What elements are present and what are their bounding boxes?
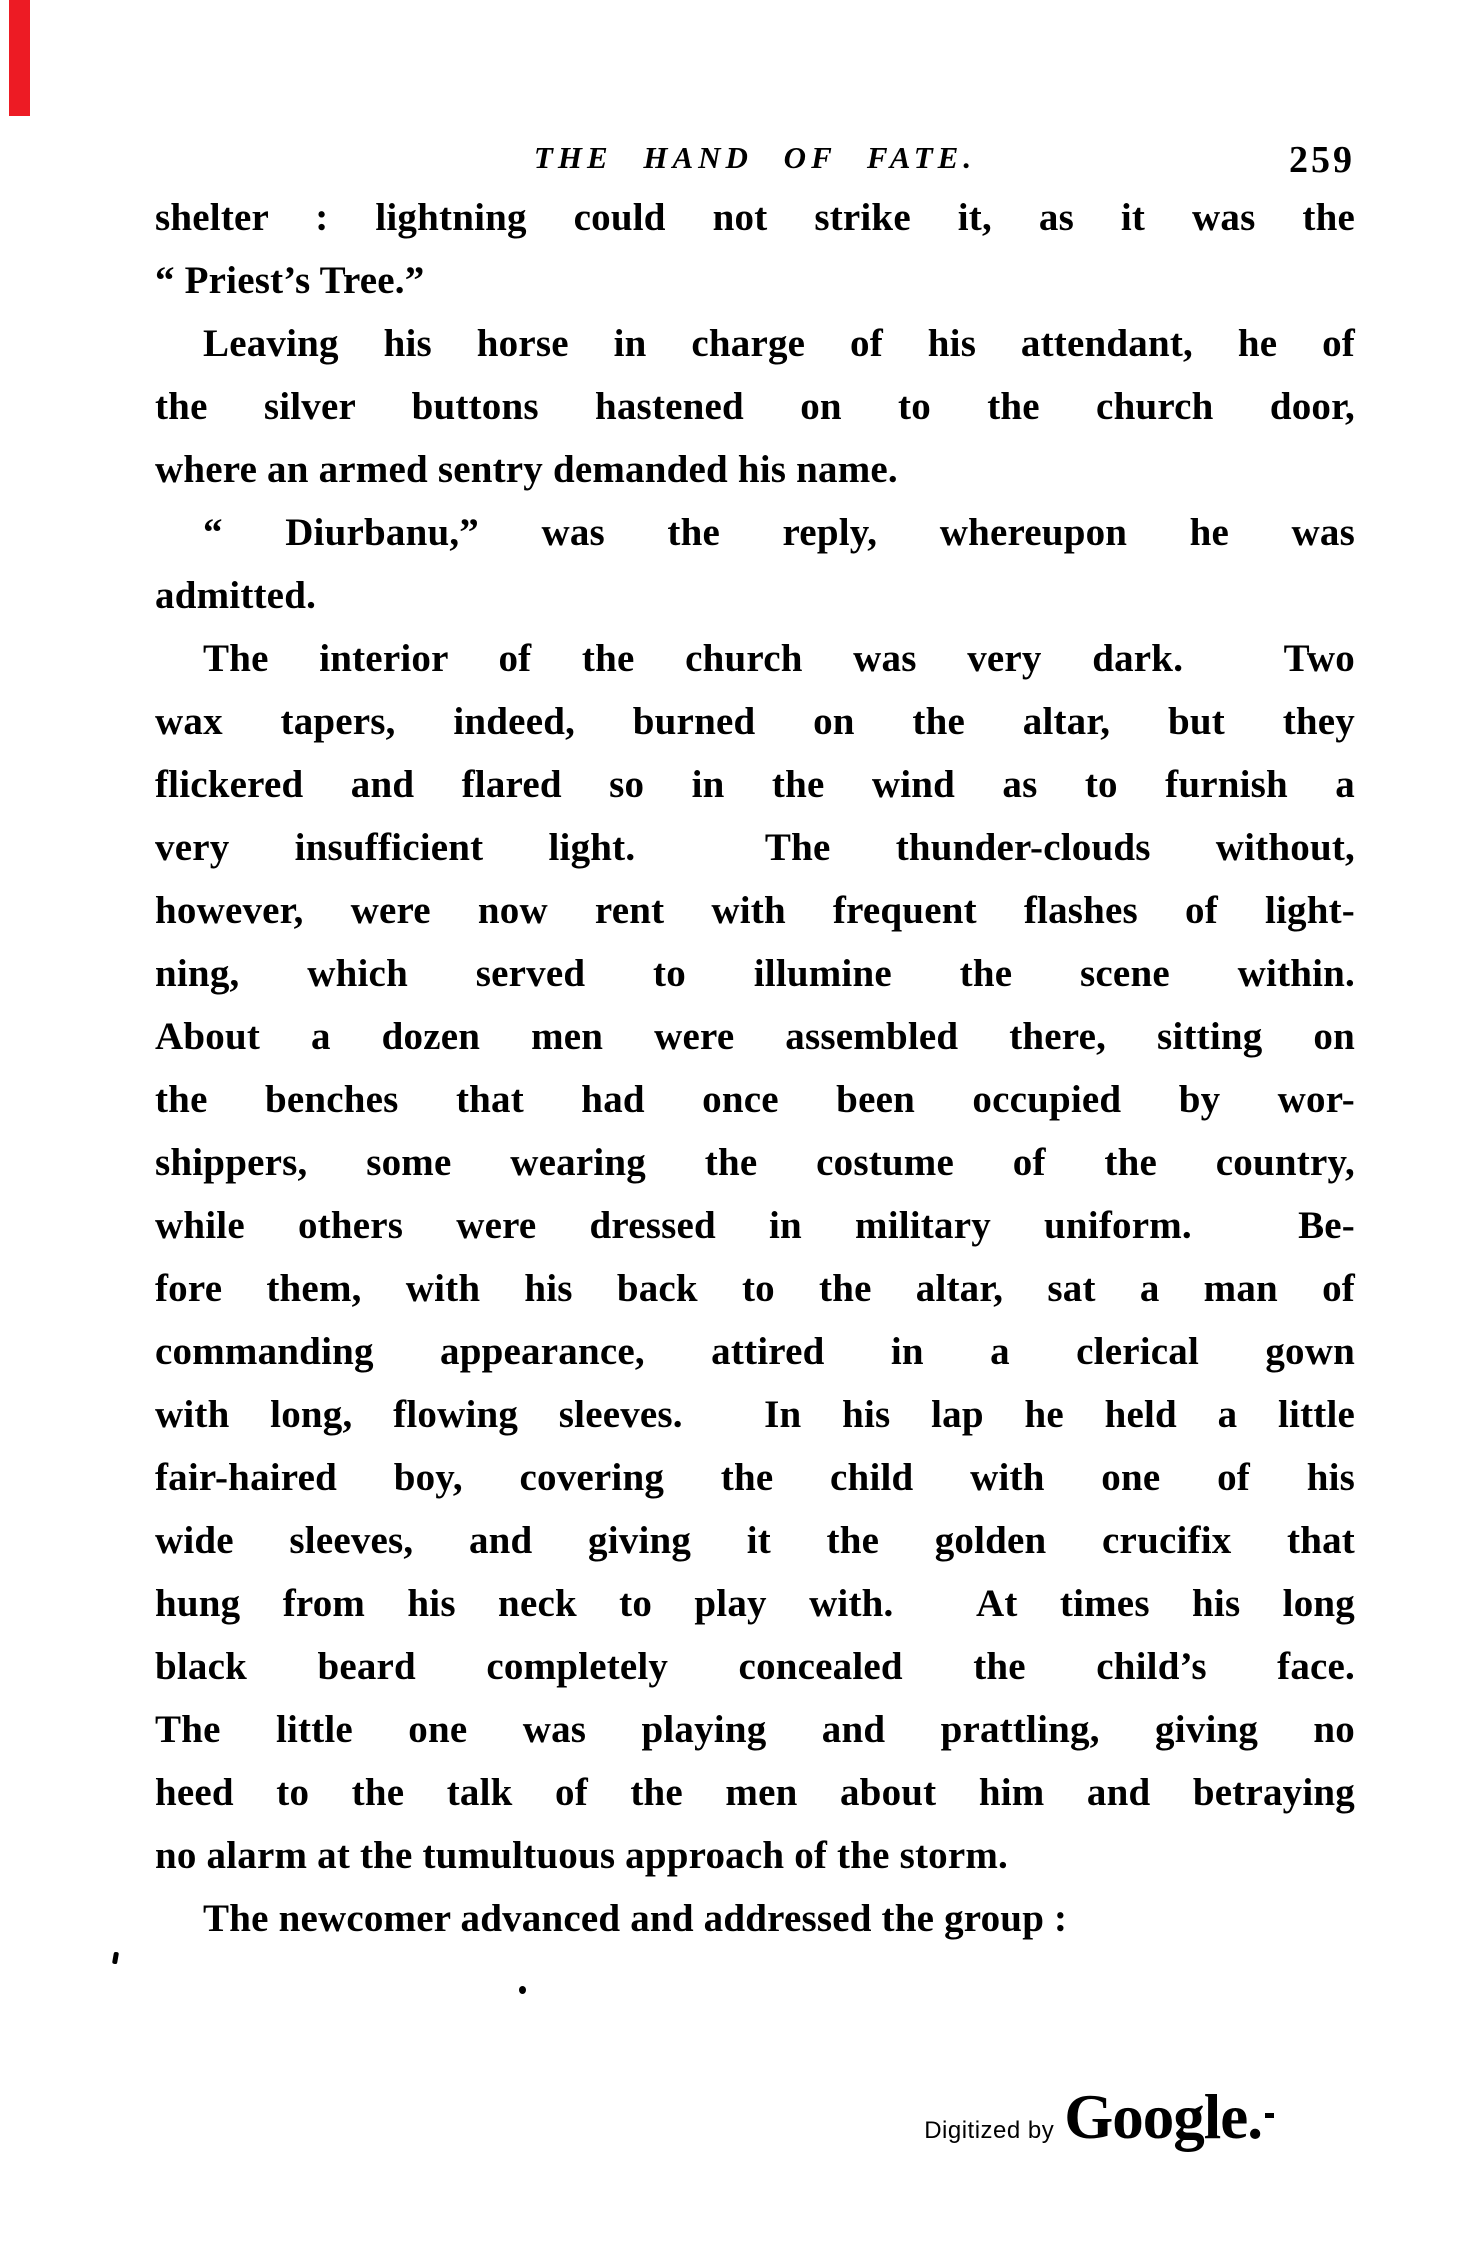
scan-speck (519, 1986, 526, 1994)
text-line: while others were dressed in military uniform. Be- (155, 1204, 1355, 1247)
text-line: however, were now rent with frequent flashes of light- (155, 889, 1355, 932)
page-number: 259 (1289, 139, 1355, 181)
text-line: fair-haired boy, covering the child with one of his (155, 1456, 1355, 1499)
google-logo: Google. (1064, 2082, 1262, 2152)
text-line: ning, which served to illumine the scene within. (155, 952, 1355, 995)
text-line: shippers, some wearing the costume of the country, (155, 1141, 1355, 1184)
scan-speck (112, 1952, 119, 1965)
trademark-mark-icon (1265, 2113, 1274, 2118)
text-line: no alarm at the tumultuous approach of the storm. (155, 1834, 1009, 1877)
body-text (155, 186, 1355, 1950)
text-line: About a dozen men were assembled there, sitting on (155, 1015, 1355, 1058)
text-line: heed to the talk of the men about him and betraying (155, 1771, 1355, 1814)
text-line: fore them, with his back to the altar, sat a man of (155, 1267, 1355, 1310)
text-line: admitted. (155, 574, 317, 617)
text-line: The newcomer advanced and addressed the group : (203, 1897, 1068, 1940)
text-line: flickered and flared so in the wind as to furnish a (155, 763, 1355, 806)
text-line: Leaving his horse in charge of his attendant, he of (203, 322, 1355, 365)
running-header (155, 140, 1355, 186)
text-line: shelter : lightning could not strike it, as it was the (155, 196, 1355, 239)
text-line: The little one was playing and prattling, giving no (155, 1708, 1355, 1751)
text-line: “ Diurbanu,” was the reply, whereupon he was (203, 511, 1355, 554)
scan-red-strip-artifact (9, 0, 30, 116)
text-line: the silver buttons hastened on to the church door, (155, 385, 1355, 428)
text-line: commanding appearance, attired in a clerical gown (155, 1330, 1355, 1373)
text-line: wide sleeves, and giving it the golden crucifix that (155, 1519, 1355, 1562)
digitized-by-label: Digitized by (924, 2117, 1055, 2144)
text-line: the benches that had once been occupied by wor- (155, 1078, 1355, 1121)
text-line: very insufficient light. The thunder-clouds without, (155, 826, 1355, 869)
footer (0, 2082, 1467, 2152)
text-line: hung from his neck to play with. At times his long (155, 1582, 1355, 1625)
page-title: THE HAND OF FATE. (533, 140, 977, 175)
text-line: The interior of the church was very dark. Two (203, 637, 1355, 680)
text-line: wax tapers, indeed, burned on the altar, but they (155, 700, 1355, 743)
text-line: “ Priest’s Tree.” (155, 259, 425, 302)
text-line: where an armed sentry demanded his name. (155, 448, 898, 491)
text-line: with long, flowing sleeves. In his lap he held a little (155, 1393, 1355, 1436)
text-line: black beard completely concealed the child’s face. (155, 1645, 1355, 1688)
